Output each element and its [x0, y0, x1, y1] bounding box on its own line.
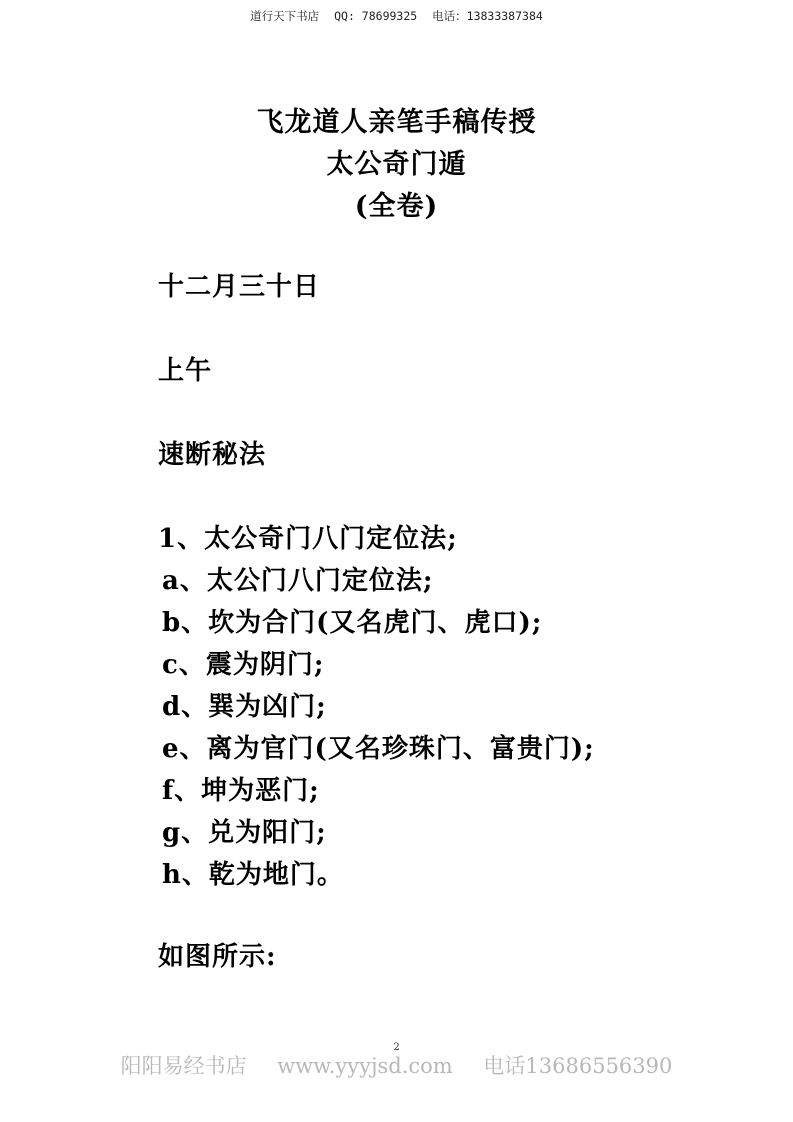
- figure-note: 如图所示:: [158, 942, 277, 972]
- list-item-b: b、坎为合门(又名虎门、虎口);: [162, 608, 543, 638]
- page-footer: [0, 1050, 793, 1080]
- footer-shop-name: 阳阳易经书店: [120, 1054, 247, 1078]
- date-line: 十二月三十日: [158, 272, 321, 302]
- footer-website: www.yyyjsd.com: [277, 1054, 453, 1078]
- method-heading: 1、太公奇门八门定位法;: [158, 524, 458, 554]
- title-line-1: 飞龙道人亲笔手稿传授: [256, 107, 537, 138]
- page-number: 2: [393, 1042, 400, 1053]
- list-item-d: d、巽为凶门;: [162, 692, 327, 722]
- title-line-3: (全卷): [354, 191, 439, 222]
- list-item-c: c、震为阴门;: [162, 650, 325, 680]
- list-item-e: e、离为官门(又名珍珠门、富贵门);: [162, 734, 595, 764]
- page-header: [0, 8, 793, 24]
- list-item-g: g、兑为阳门;: [162, 818, 327, 848]
- list-item-a: a、太公门八门定位法;: [162, 566, 434, 596]
- list-item-f: f、坤为恶门;: [162, 776, 320, 806]
- header-qq: QQ: 78699325: [334, 9, 418, 23]
- title-line-2: 太公奇门遁: [326, 149, 467, 180]
- header-phone: 电话：13833387384: [432, 9, 543, 23]
- header-shop-name: 道行天下书店: [250, 9, 320, 23]
- session-line: 上午: [158, 356, 213, 386]
- section-heading: 速断秘法: [158, 440, 267, 470]
- footer-phone: 电话13686556390: [483, 1054, 673, 1078]
- list-item-h: h、乾为地门。: [162, 860, 344, 890]
